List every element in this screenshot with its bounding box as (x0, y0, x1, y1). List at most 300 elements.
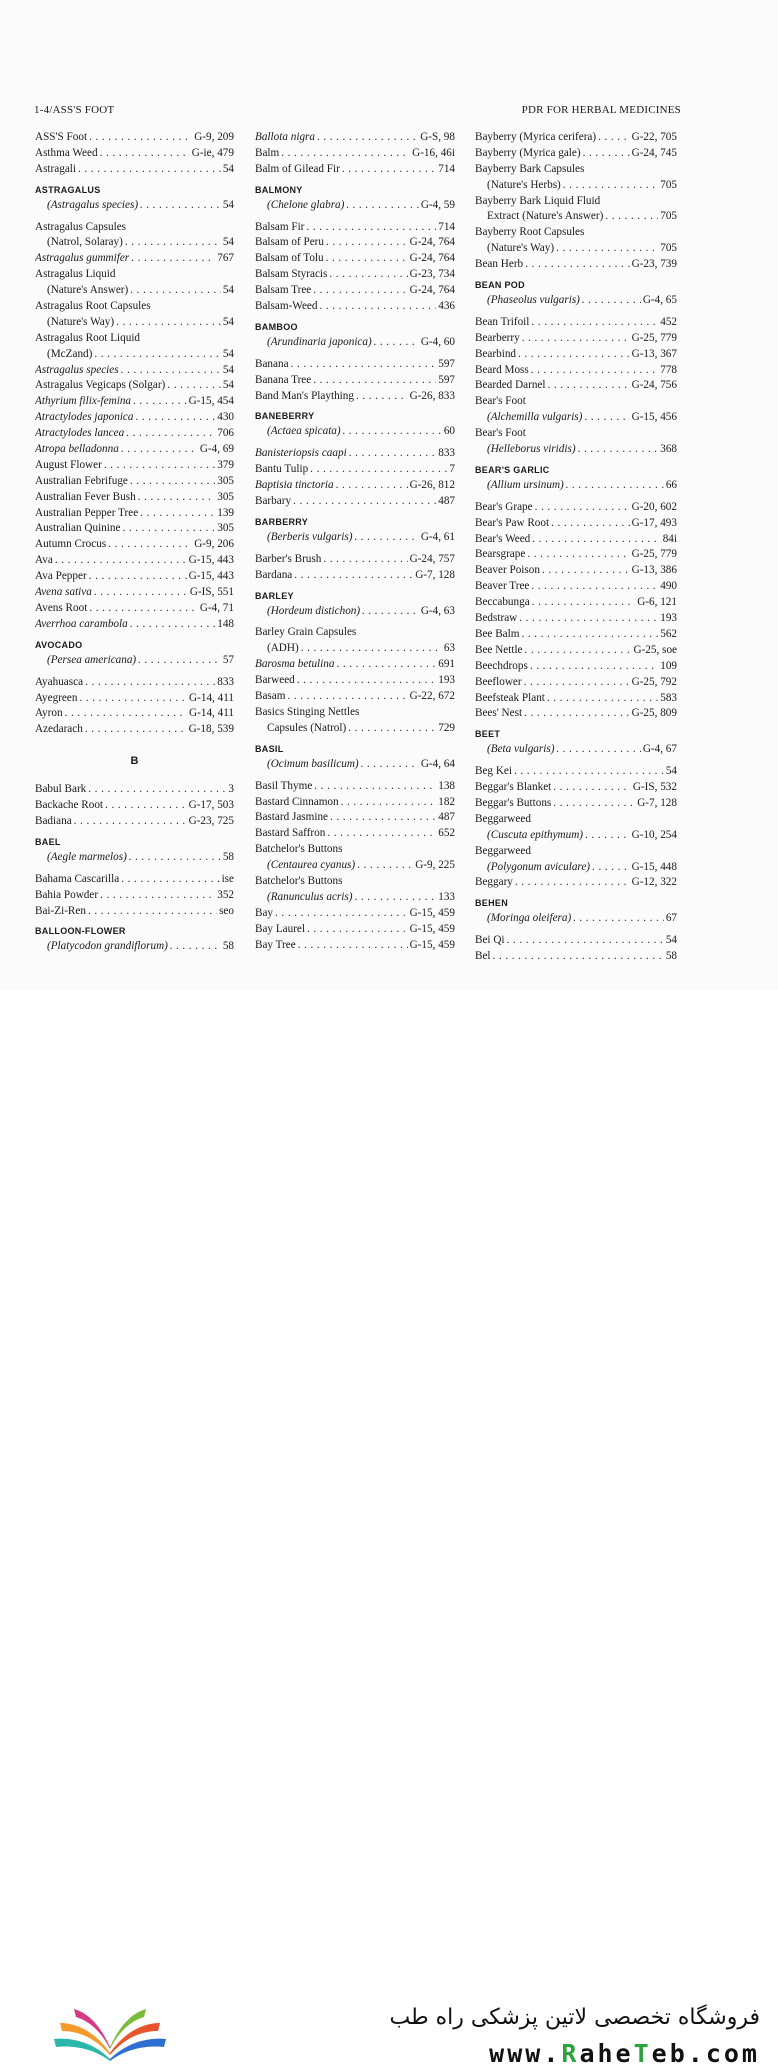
section-heading: BEET (475, 729, 501, 740)
page-ref: G-15, 454 (188, 395, 234, 408)
entry-name: Bantu Tulip (255, 463, 309, 476)
leader-dots (521, 627, 658, 640)
leader-dots (542, 563, 630, 576)
leader-dots (100, 146, 190, 159)
entry-name: Balsam of Tolu (255, 252, 324, 265)
entry-name: Bearberry (475, 331, 520, 344)
index-entry-line: Bayberry Bark Liquid Fluid (475, 194, 601, 207)
index-entry (475, 347, 677, 363)
index-entry-line: Astragalus Capsules (35, 220, 127, 233)
section-botanical-name (255, 335, 455, 351)
page-ref: G-25, 809 (631, 707, 677, 720)
section-heading: ASTRAGALUS (35, 184, 101, 195)
page-ref: 778 (660, 363, 677, 376)
leader-dots (532, 532, 660, 545)
entry-name: Beggary (475, 876, 513, 889)
page-ref: 66 (665, 478, 677, 491)
leader-dots (319, 299, 436, 312)
leader-dots (583, 146, 630, 159)
section-heading: BALLOON-FLOWER (35, 926, 126, 937)
entry-name: Balm of Gilead Fir (255, 162, 340, 175)
section-botanical-name (255, 198, 455, 214)
section-heading: BARLEY (255, 590, 294, 601)
leader-dots (136, 410, 216, 423)
section-botanical-name (475, 911, 677, 927)
leader-dots (585, 828, 630, 841)
index-entry (35, 904, 234, 920)
index-entry (255, 906, 455, 922)
book-page (0, 0, 778, 990)
leader-dots (74, 814, 187, 827)
leader-dots (121, 442, 198, 455)
index-entry (255, 922, 455, 938)
entry-name: Beeflower (475, 675, 522, 688)
entry-name: Basil Thyme (255, 779, 313, 792)
entry-name: Bel (475, 950, 491, 963)
index-entry-line: Beggarweed (475, 812, 531, 825)
index-entry (255, 689, 455, 705)
leader-dots (374, 335, 419, 348)
page-ref: G-7, 128 (637, 796, 677, 809)
entry-name: (Helleborus viridis) (487, 443, 576, 456)
index-entry (35, 315, 234, 331)
entry-name: Bay Laurel (255, 922, 306, 935)
page-ref: 182 (438, 795, 455, 808)
page-ref: G-20, 602 (631, 500, 677, 513)
leader-dots (170, 939, 221, 952)
leader-dots (85, 722, 187, 735)
page-ref: G-26, 833 (409, 389, 455, 402)
index-entry (35, 363, 234, 379)
index-entry-line: Astragalus Root Liquid (35, 331, 141, 344)
page-ref: G-15, 459 (409, 906, 455, 919)
page-ref: G-13, 386 (631, 564, 677, 577)
leader-dots (301, 641, 442, 654)
page-ref: 583 (660, 691, 677, 704)
index-entry (35, 442, 234, 458)
section-heading: BALMONY (255, 184, 303, 195)
index-entry (255, 494, 455, 510)
index-entry (35, 490, 234, 506)
leader-dots (105, 798, 187, 811)
entry-name: Bee Balm (475, 627, 520, 640)
entry-name: Bastard Jasmine (255, 811, 329, 824)
entry-name: (Ranunculus acris) (267, 890, 353, 903)
page-ref: 54 (222, 315, 234, 328)
entry-name: Bahia Powder (35, 888, 99, 901)
leader-dots (138, 653, 221, 666)
page-ref: 60 (443, 425, 455, 438)
botanical-name: (Actaea spicata) (267, 425, 341, 438)
entry-name: (McZand) (47, 347, 93, 360)
leader-dots (566, 478, 664, 491)
page-ref: G-23, 734 (409, 268, 455, 281)
section-heading: BASIL (255, 743, 284, 754)
index-entry (35, 474, 234, 490)
index-entry (475, 706, 677, 722)
leader-dots (130, 617, 216, 630)
page-ref: 430 (217, 411, 234, 424)
leader-dots (531, 363, 658, 376)
page-ref: 452 (660, 315, 677, 328)
page-ref: 487 (438, 811, 455, 824)
page-ref: G-10, 254 (631, 828, 677, 841)
alphabet-letter-heading: B (130, 755, 139, 768)
leader-dots (525, 643, 632, 656)
entry-name: Australian Quinine (35, 522, 121, 535)
page-ref: G-4, 59 (420, 198, 455, 211)
page-ref: G-25, 779 (631, 331, 677, 344)
entry-name: Ayahuasca (35, 675, 84, 688)
page-ref: 352 (217, 888, 234, 901)
botanical-name: (Arundinaria japonica) (267, 335, 372, 348)
section-botanical-name (255, 757, 455, 773)
page-ref: G-17, 493 (631, 516, 677, 529)
entry-name: Autumn Crocus (35, 538, 107, 551)
page-ref: 705 (660, 210, 677, 223)
leader-dots (514, 764, 664, 777)
leader-dots (94, 347, 220, 360)
index-entry (475, 178, 677, 194)
index-entry (475, 675, 677, 691)
page-ref: 833 (217, 675, 234, 688)
page-ref: G-IS, 551 (189, 586, 234, 599)
entry-name: (Nature's Way) (47, 315, 115, 328)
leader-dots (133, 394, 187, 407)
index-entry (475, 532, 677, 548)
page-ref: G-24, 756 (631, 379, 677, 392)
index-entry-line: Basics Stinging Nettles (255, 705, 360, 718)
entry-name: Ballota nigra (255, 131, 315, 143)
index-entry (475, 643, 677, 659)
botanical-name: (Ocimum basilicum) (267, 757, 359, 770)
entry-name: Bay Tree (255, 938, 296, 951)
section-botanical-name (35, 653, 234, 669)
index-entry (255, 810, 455, 826)
leader-dots (125, 235, 221, 248)
entry-name: Azedarach (35, 723, 83, 736)
section-botanical-name (475, 742, 677, 758)
entry-name: August Flower (35, 458, 102, 471)
entry-name: Beaver Poison (475, 564, 540, 577)
entry-name: Bayberry (Myrica gale) (475, 146, 581, 159)
leader-dots (605, 209, 658, 222)
leader-dots (532, 595, 636, 608)
index-entry (35, 569, 234, 585)
page-ref: G-22, 672 (409, 690, 455, 703)
page-ref: 833 (438, 447, 455, 460)
page-ref: 691 (438, 658, 455, 671)
page-ref: 767 (217, 252, 234, 265)
index-entry-line: Batchelor's Buttons (255, 874, 343, 887)
section-botanical-name (255, 530, 455, 546)
leader-dots (275, 906, 408, 919)
entry-name: Balsam Fir (255, 220, 305, 233)
index-entry (475, 691, 677, 707)
index-entry (35, 347, 234, 363)
leader-dots (336, 478, 408, 491)
entry-name: Bedstraw (475, 612, 518, 625)
page-ref: 436 (438, 300, 455, 313)
leader-dots (361, 757, 419, 770)
entry-name: (ADH) (267, 642, 299, 655)
leader-dots (519, 611, 658, 624)
entry-name: Barosma betulina (255, 658, 335, 671)
index-entry (475, 780, 677, 796)
page-ref: G-9, 209 (194, 131, 234, 143)
page-ref: G-4, 67 (642, 743, 677, 756)
leader-dots (556, 742, 640, 755)
botanical-name: (Aegle marmelos) (47, 850, 127, 863)
entry-name: Bean Herb (475, 258, 524, 271)
index-entry (255, 357, 455, 373)
index-entry (475, 410, 677, 426)
botanical-name: (Persea americana) (47, 653, 137, 666)
index-entry (475, 442, 677, 458)
index-entry (35, 506, 234, 522)
index-entry (475, 860, 677, 876)
page-ref: 58 (665, 950, 677, 963)
store-name-persian: فروشگاه تخصصی لاتین پزشکی راه طب (389, 2005, 760, 2030)
botanical-name: (Platycodon grandiflorum) (47, 940, 168, 953)
page-ref: G-24, 745 (631, 146, 677, 159)
leader-dots (65, 706, 187, 719)
page-ref: G-9, 225 (415, 859, 455, 872)
entry-name: Backache Root (35, 799, 104, 812)
leader-dots (524, 675, 630, 688)
entry-name: Banana Tree (255, 373, 312, 386)
botanical-name: (Chelone glabra) (267, 198, 345, 211)
botanical-name: (Astragalus species) (47, 198, 139, 211)
page-ref: 652 (438, 827, 455, 840)
section-botanical-name (255, 424, 455, 440)
botanical-name: (Beta vulgaris) (487, 743, 555, 756)
leader-dots (78, 162, 221, 175)
leader-dots (515, 875, 630, 888)
index-entry (255, 373, 455, 389)
entry-name: Balsam-Weed (255, 300, 318, 313)
index-entry (35, 888, 234, 904)
index-entry (255, 446, 455, 462)
entry-name: Capsules (Natrol) (267, 721, 347, 734)
page-ref: G-ie, 479 (191, 146, 234, 159)
section-botanical-name (255, 604, 455, 620)
page-ref: G-6, 121 (637, 596, 677, 609)
index-entry (35, 601, 234, 617)
leader-dots (100, 888, 215, 901)
index-entry (35, 162, 234, 178)
section-heading: BEAN POD (475, 280, 525, 291)
leader-dots (553, 796, 635, 809)
url-part-eb: eb (651, 2039, 688, 2068)
index-entry (475, 563, 677, 579)
index-entry (35, 378, 234, 394)
leader-dots (341, 795, 437, 808)
leader-dots (551, 516, 630, 529)
page-ref: G-15, 459 (409, 922, 455, 935)
leader-dots (291, 357, 437, 370)
leader-dots (362, 604, 419, 617)
entry-name: (Nature's Way) (487, 242, 555, 255)
leader-dots (85, 675, 215, 688)
entry-name: Bear's Grape (475, 500, 533, 513)
entry-name: Astragali (35, 162, 77, 175)
index-entry (35, 675, 234, 691)
entry-name: (Nature's Herbs) (487, 178, 561, 191)
url-suffix: .com (687, 2039, 760, 2068)
leader-dots (313, 283, 407, 296)
leader-dots (306, 220, 436, 233)
index-entry (255, 641, 455, 657)
leader-dots (563, 178, 658, 191)
page-ref: 54 (222, 284, 234, 297)
leader-dots (598, 130, 630, 143)
leader-dots (317, 130, 418, 143)
page-ref: 305 (217, 474, 234, 487)
entry-name: Bearded Darnel (475, 379, 546, 392)
page-ref: seo (219, 904, 234, 917)
page-ref: G-25, 792 (631, 675, 677, 688)
index-entry (35, 872, 234, 888)
section-botanical-name (35, 198, 234, 214)
page-ref: G-4, 63 (420, 604, 455, 617)
page-ref: 7 (449, 463, 455, 476)
entry-name: Astragalus species (35, 363, 119, 376)
index-entry (35, 814, 234, 830)
leader-dots (121, 363, 221, 376)
index-entry (255, 235, 455, 251)
leader-dots (547, 691, 658, 704)
index-entry (35, 782, 234, 798)
entry-name: (Natrol, Solaray) (47, 236, 123, 249)
page-ref: 193 (438, 674, 455, 687)
entry-name: Balsam Styracis (255, 268, 328, 281)
entry-name: Bastard Saffron (255, 827, 326, 840)
leader-dots (524, 706, 630, 719)
entry-name: Banisteriopsis caapi (255, 447, 347, 460)
entry-name: Beggar's Buttons (475, 796, 552, 809)
index-entry (35, 706, 234, 722)
page-ref: 58 (222, 940, 234, 953)
entry-name: Bai-Zi-Ren (35, 904, 86, 917)
entry-name: Avena sativa (35, 586, 92, 599)
page-ref: 705 (660, 242, 677, 255)
entry-name: Avens Root (35, 601, 88, 614)
section-botanical-name (35, 850, 234, 866)
index-entry-line: Batchelor's Buttons (255, 843, 343, 856)
index-entry (255, 568, 455, 584)
index-entry (475, 933, 677, 949)
page-ref: G-15, 443 (188, 570, 234, 583)
page-ref: 54 (222, 379, 234, 392)
entry-name: Beaver Tree (475, 580, 530, 593)
leader-dots (89, 569, 187, 582)
leader-dots (354, 530, 418, 543)
page-ref: 562 (660, 627, 677, 640)
store-url[interactable] (489, 2039, 760, 2068)
page-ref: G-26, 812 (409, 479, 455, 492)
page-ref: 706 (217, 427, 234, 440)
leader-dots (287, 689, 407, 702)
index-entry (255, 826, 455, 842)
page-ref: 193 (660, 612, 677, 625)
index-entry (475, 659, 677, 675)
index-entry (35, 537, 234, 553)
leader-dots (354, 890, 436, 903)
leader-dots (130, 474, 215, 487)
leader-dots (131, 251, 215, 264)
entry-name: Balsam Tree (255, 284, 312, 297)
index-entry (475, 547, 677, 563)
section-heading: AVOCADO (35, 639, 83, 650)
index-entry (475, 315, 677, 331)
page-ref: G-23, 725 (188, 814, 234, 827)
page-ref: 139 (217, 506, 234, 519)
leader-dots (294, 568, 413, 581)
leader-dots (573, 911, 664, 924)
index-entry (475, 500, 677, 516)
leader-dots (329, 267, 407, 280)
entry-name: Baptisia tinctoria (255, 479, 334, 492)
page-ref: G-22, 705 (631, 131, 677, 143)
index-entry (475, 146, 677, 162)
page-ref: G-18, 539 (188, 723, 234, 736)
page-ref: 54 (222, 347, 234, 360)
page-ref: 63 (443, 642, 455, 655)
section-botanical-name (475, 478, 677, 494)
page-ref: 54 (222, 236, 234, 249)
index-entry (475, 363, 677, 379)
page-ref: 305 (217, 490, 234, 503)
entry-name: Bei Qi (475, 934, 505, 947)
page-ref: G-24, 764 (409, 252, 455, 265)
index-entry (475, 257, 677, 273)
entry-name: Australian Febrifuge (35, 474, 128, 487)
leader-dots (535, 500, 630, 513)
entry-name: Averrhoa carambola (35, 617, 128, 630)
page-ref: 379 (217, 458, 234, 471)
page-ref: 705 (660, 178, 677, 191)
entry-name: Beg Kei (475, 765, 512, 778)
page-ref: G-9, 206 (194, 538, 234, 551)
index-entry-line: Barley Grain Capsules (255, 626, 357, 639)
page-ref: G-25, soe (633, 643, 677, 656)
index-entry (255, 657, 455, 673)
page-ref: G-25, 779 (631, 548, 677, 561)
page-ref: 58 (222, 850, 234, 863)
leader-dots (55, 553, 187, 566)
botanical-name: (Allium ursinum) (487, 478, 564, 491)
index-entry (475, 949, 677, 965)
entry-name: Ayron (35, 707, 63, 720)
entry-name: ASS'S Foot (35, 131, 88, 143)
page-ref: G-13, 367 (631, 347, 677, 360)
entry-name: Australian Pepper Tree (35, 506, 139, 519)
index-entry (35, 617, 234, 633)
botanical-name: (Phaseolus vulgaris) (487, 294, 580, 307)
page-ref: G-15, 448 (631, 860, 677, 873)
index-entry (255, 267, 455, 283)
leader-dots (357, 858, 413, 871)
leader-dots (140, 506, 215, 519)
entry-name: Asthma Weed (35, 146, 98, 159)
index-entry (475, 209, 677, 225)
leader-dots (346, 198, 418, 211)
leader-dots (122, 521, 215, 534)
index-entry (475, 828, 677, 844)
section-heading: BEAR'S GARLIC (475, 464, 550, 475)
page-ref: 54 (222, 198, 234, 211)
